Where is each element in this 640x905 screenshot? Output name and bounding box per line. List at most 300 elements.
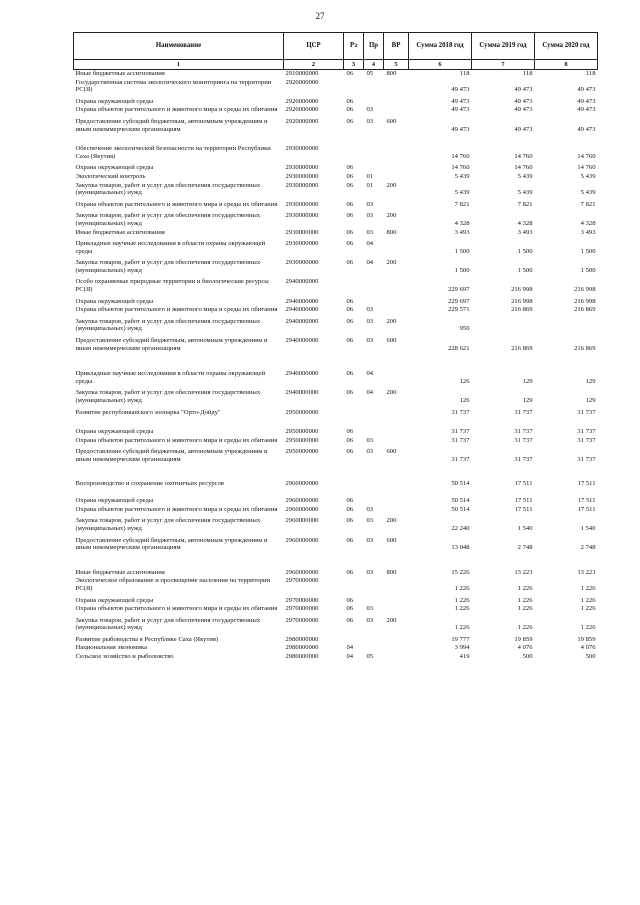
row-vr	[384, 298, 409, 306]
row-vr	[384, 644, 409, 652]
row-csr: 2940000000	[285, 370, 319, 378]
row-sum-2018: 1 500	[454, 247, 470, 255]
row-sum-2020: 1 540	[580, 524, 596, 532]
row-pr	[364, 298, 384, 306]
row-name: Закупка товаров, работ и услуг для обеспечения государственных (муниципальных) нужд	[75, 259, 261, 274]
row-sum-2020: 31 737	[577, 428, 596, 436]
row-name: Охрана объектов растительного и животного мира и среды их обитания	[75, 106, 278, 114]
column-number: 4	[364, 60, 384, 70]
row-sum-2020: 5 439	[580, 172, 596, 180]
row-vr: 600	[386, 117, 397, 125]
row-sum-2018: 50 514	[451, 479, 470, 487]
table-row	[74, 212, 598, 227]
row-csr: 2920000000	[285, 106, 319, 114]
row-csr: 2980000000	[285, 644, 319, 652]
budget-table	[73, 32, 598, 661]
row-rz: 06	[346, 436, 354, 444]
column-header-sum-2018: Сумма 2018 год	[409, 33, 472, 60]
row-vr	[384, 497, 409, 505]
table-row	[74, 389, 598, 404]
table-row	[74, 569, 598, 577]
row-csr: 2950000000	[285, 448, 319, 456]
row-sum-2020: 2 748	[580, 544, 596, 552]
row-vr	[384, 145, 409, 160]
row-sum-2018: 1 226	[454, 624, 470, 632]
row-pr: 05	[366, 70, 374, 77]
row-name: Охрана объектов растительного и животного мира и среды их обитания	[75, 306, 278, 314]
row-sum-2020: 216 869	[574, 306, 596, 314]
table-row	[74, 70, 598, 78]
row-vr: 800	[386, 568, 397, 576]
row-sum-2019: 31 737	[514, 455, 533, 463]
row-rz: 06	[346, 200, 354, 208]
row-csr: 2940000000	[285, 317, 319, 325]
table-row	[74, 79, 598, 94]
row-sum-2020: 49 473	[577, 86, 596, 94]
row-vr	[384, 597, 409, 605]
row-rz	[344, 145, 364, 160]
column-header-pr: Пр	[364, 33, 384, 60]
table-header	[74, 33, 598, 70]
row-sum-2020: 1 226	[580, 624, 596, 632]
row-csr: 2930000000	[285, 164, 319, 172]
row-pr	[364, 577, 384, 592]
row-sum-2019: 5 439	[517, 172, 533, 180]
row-rz: 06	[346, 212, 354, 220]
row-pr: 03	[366, 106, 374, 114]
row-rz: 06	[346, 568, 354, 576]
row-sum-2018: 950	[459, 325, 470, 333]
row-vr	[384, 79, 409, 94]
row-sum-2018: 1 500	[454, 266, 470, 274]
row-pr: 04	[366, 259, 374, 267]
column-number: 3	[344, 60, 364, 70]
row-rz	[344, 79, 364, 94]
row-sum-2020: 216 998	[574, 286, 596, 294]
table-row	[74, 448, 598, 463]
row-sum-2019: 129	[522, 397, 533, 404]
row-vr	[384, 370, 409, 385]
row-sum-2019: 216 998	[511, 286, 533, 294]
row-sum-2020: 1 226	[580, 605, 596, 613]
row-sum-2018: 31 737	[451, 408, 470, 416]
row-sum-2020: 13 223	[577, 568, 596, 576]
row-name: Закупка товаров, работ и услуг для обеспечения государственных (муниципальных) нужд	[75, 616, 261, 632]
row-sum-2019: 216 869	[511, 344, 533, 352]
row-pr	[364, 164, 384, 172]
row-pr	[364, 597, 384, 605]
row-sum-2019: 1 226	[517, 584, 533, 592]
row-rz: 06	[346, 505, 354, 513]
row-vr	[384, 605, 409, 613]
row-csr: 2930000000	[285, 240, 319, 248]
column-number: 2	[284, 60, 344, 70]
row-sum-2020: 17 511	[577, 505, 596, 513]
row-pr: 03	[366, 568, 374, 576]
row-name: Охрана окружающей среды	[75, 428, 154, 436]
row-vr	[384, 506, 409, 514]
row-sum-2019: 118	[522, 70, 533, 77]
row-name: Прикладные научные исследования в области охраны окружающей среды	[75, 370, 266, 385]
table-row	[74, 98, 598, 106]
row-vr	[384, 201, 409, 209]
column-header-csr: ЦСР	[284, 33, 344, 60]
row-csr: 2930000000	[285, 181, 319, 189]
row-spacer	[74, 133, 598, 145]
row-pr	[364, 278, 384, 293]
row-rz: 04	[346, 653, 354, 661]
row-csr: 2970000000	[285, 616, 319, 624]
row-rz	[344, 577, 364, 592]
row-sum-2019: 216 998	[511, 297, 533, 305]
table-row	[74, 337, 598, 352]
row-spacer	[74, 416, 598, 428]
row-sum-2020: 216 869	[574, 344, 596, 352]
row-pr: 03	[366, 616, 374, 624]
row-pr: 04	[366, 389, 374, 397]
row-name: Развитие республиканского зоопарка "Орто-Дойду"	[75, 408, 221, 416]
row-sum-2018: 1 226	[454, 584, 470, 592]
row-spacer	[74, 464, 598, 480]
row-name: Обеспечение экологической безопасности на территории Республики Саха (Якутия)	[75, 145, 271, 160]
row-pr: 01	[366, 181, 374, 189]
table-row	[74, 229, 598, 237]
row-sum-2019: 17 511	[514, 479, 533, 487]
row-rz: 06	[346, 317, 354, 325]
column-number: 6	[409, 60, 472, 70]
row-name: Сельское хозяйство и рыболовство	[75, 653, 174, 661]
row-pr: 03	[366, 117, 374, 125]
row-vr	[384, 409, 409, 417]
row-sum-2018: 22 240	[451, 524, 470, 532]
row-sum-2020: 1 500	[580, 247, 596, 255]
table-row	[74, 480, 598, 488]
row-sum-2019: 49 473	[514, 97, 533, 105]
row-vr: 200	[386, 517, 397, 525]
row-sum-2018: 50 514	[451, 497, 470, 505]
row-vr: 600	[386, 536, 397, 544]
column-number: 7	[472, 60, 535, 70]
row-csr: 2980000000	[285, 653, 319, 661]
row-vr	[384, 480, 409, 488]
table-row	[74, 298, 598, 306]
row-vr	[384, 106, 409, 114]
row-sum-2019: 49 473	[514, 106, 533, 114]
row-sum-2018: 19 777	[451, 635, 470, 643]
row-pr: 03	[366, 505, 374, 513]
row-name: Охрана окружающей среды	[75, 297, 154, 305]
row-sum-2018: 126	[459, 397, 470, 404]
row-csr: 2960000000	[285, 497, 319, 505]
row-sum-2019: 49 473	[514, 125, 533, 133]
row-sum-2020: 14 760	[577, 152, 596, 160]
row-vr	[384, 636, 409, 644]
row-vr: 200	[386, 389, 397, 397]
row-csr: 2940000000	[285, 389, 319, 397]
row-sum-2019: 3 493	[517, 228, 533, 236]
table-row	[74, 182, 598, 197]
row-rz: 06	[346, 389, 354, 397]
row-rz: 04	[346, 644, 354, 652]
row-sum-2019: 1 226	[517, 596, 533, 604]
row-sum-2018: 419	[459, 653, 470, 661]
table-row	[74, 577, 598, 592]
row-sum-2018: 49 473	[451, 106, 470, 114]
row-sum-2019: 17 511	[514, 497, 533, 505]
row-rz: 06	[346, 306, 354, 314]
row-sum-2020: 4 328	[580, 219, 596, 227]
column-number: 8	[535, 60, 598, 70]
row-vr: 200	[386, 616, 397, 624]
row-spacer	[74, 487, 598, 497]
row-vr: 800	[386, 228, 397, 236]
row-sum-2018: 14 760	[451, 152, 470, 160]
table-row	[74, 644, 598, 652]
row-csr: 2920000000	[285, 117, 319, 125]
row-sum-2019: 1 500	[517, 247, 533, 255]
table-row	[74, 409, 598, 417]
row-sum-2020: 31 737	[577, 408, 596, 416]
row-csr: 2910000000	[285, 70, 319, 77]
row-pr: 04	[366, 240, 374, 248]
row-rz: 06	[346, 596, 354, 604]
row-sum-2018: 229 697	[448, 297, 470, 305]
table-row	[74, 370, 598, 385]
row-pr: 05	[366, 653, 374, 661]
row-vr	[384, 98, 409, 106]
row-sum-2019: 4 076	[517, 644, 533, 652]
row-name: Национальная экономика	[75, 644, 147, 652]
row-sum-2020: 19 859	[577, 635, 596, 643]
row-sum-2020: 1 226	[580, 596, 596, 604]
row-sum-2019: 1 500	[517, 266, 533, 274]
row-sum-2019: 31 737	[514, 436, 533, 444]
row-name: Особо охраняемые природные территории и биологические ресурсы РС(Я)	[75, 278, 269, 294]
row-rz: 06	[346, 616, 354, 624]
row-pr	[364, 79, 384, 94]
row-pr	[364, 145, 384, 160]
row-sum-2019: 13 223	[514, 568, 533, 576]
row-name: Воспроизводство и сохранение охотничьих ресурсов	[75, 479, 225, 487]
table-row	[74, 617, 598, 632]
row-sum-2018: 5 439	[454, 172, 470, 180]
row-rz: 06	[346, 181, 354, 189]
row-pr: 03	[366, 536, 374, 544]
row-name: Прикладные научные исследования в области охраны окружающей среды	[75, 240, 266, 255]
row-sum-2019: 14 760	[514, 152, 533, 160]
table-row	[74, 145, 598, 160]
row-rz: 06	[346, 428, 354, 436]
row-spacer	[74, 552, 598, 569]
row-pr	[364, 480, 384, 488]
row-sum-2019: 216 869	[511, 306, 533, 314]
row-pr: 03	[366, 212, 374, 220]
row-rz: 06	[346, 297, 354, 305]
row-rz: 06	[346, 117, 354, 125]
row-csr: 2940000000	[285, 337, 319, 345]
row-sum-2019: 17 511	[514, 505, 533, 513]
row-csr: 2970000000	[285, 596, 319, 604]
row-vr	[384, 428, 409, 436]
row-pr: 03	[366, 200, 374, 208]
column-header-vr: ВР	[384, 33, 409, 60]
column-number: 1	[74, 60, 284, 70]
row-pr: 03	[366, 317, 374, 325]
column-header-sum-2020: Сумма 2020 год	[535, 33, 598, 60]
row-name: Охрана окружающей среды	[75, 164, 154, 172]
row-sum-2019: 5 439	[517, 189, 533, 197]
row-csr: 2960000000	[285, 479, 319, 487]
row-sum-2020: 1 500	[580, 266, 596, 274]
row-sum-2018: 14 760	[451, 164, 470, 172]
row-sum-2020	[535, 318, 598, 333]
row-rz	[344, 409, 364, 417]
row-name: Закупка товаров, работ и услуг для обеспечения государственных (муниципальных) нужд	[75, 517, 261, 532]
row-sum-2020: 31 737	[577, 436, 596, 444]
row-csr: 2930000000	[285, 200, 319, 208]
row-vr	[384, 278, 409, 293]
row-vr	[384, 306, 409, 314]
row-name: Иные бюджетные ассигнования	[75, 228, 165, 236]
row-rz: 06	[346, 536, 354, 544]
row-sum-2020: 49 473	[577, 97, 596, 105]
table-row	[74, 653, 598, 661]
row-name: Охрана окружающей среды	[75, 497, 154, 505]
column-header-sum-2019: Сумма 2019 год	[472, 33, 535, 60]
table-row	[74, 118, 598, 133]
row-sum-2018: 13 048	[451, 544, 470, 552]
row-sum-2018: 31 737	[451, 428, 470, 436]
column-header-rz: Рз	[344, 33, 364, 60]
row-name: Экологический контроль	[75, 172, 146, 180]
row-name: Иные бюджетные ассигнования	[75, 568, 165, 576]
row-sum-2018: 229 697	[448, 286, 470, 294]
row-name: Охрана объектов растительного и животного мира и среды их обитания	[75, 605, 278, 613]
row-pr	[364, 409, 384, 417]
row-pr: 03	[366, 436, 374, 444]
row-sum-2019: 49 473	[514, 86, 533, 94]
row-name: Закупка товаров, работ и услуг для обеспечения государственных (муниципальных) нужд	[75, 181, 261, 197]
row-name: Охрана объектов растительного и животного мира и среды их обитания	[75, 436, 278, 444]
row-sum-2020: 49 473	[577, 125, 596, 133]
row-sum-2018: 7 821	[454, 200, 470, 208]
row-csr: 2950000000	[285, 408, 319, 416]
row-vr: 200	[386, 317, 397, 325]
row-sum-2020: 1 226	[580, 584, 596, 592]
row-sum-2019: 1 540	[517, 524, 533, 532]
row-sum-2019: 129	[522, 377, 533, 385]
row-sum-2020: 17 511	[577, 497, 596, 505]
row-pr: 03	[366, 448, 374, 456]
table-row	[74, 506, 598, 514]
row-vr	[384, 577, 409, 592]
row-name: Иные бюджетные ассигнования	[75, 70, 165, 77]
column-number: 5	[384, 60, 409, 70]
row-rz	[344, 480, 364, 488]
table-row	[74, 164, 598, 172]
row-name: Охрана окружающей среды	[75, 596, 154, 604]
row-sum-2020: 14 760	[577, 164, 596, 172]
row-pr	[364, 98, 384, 106]
row-sum-2018: 50 514	[451, 505, 470, 513]
row-csr: 2970000000	[285, 577, 319, 585]
column-number-row	[74, 60, 598, 70]
row-sum-2019: 500	[522, 653, 533, 661]
row-rz: 06	[346, 259, 354, 267]
row-pr: 03	[366, 517, 374, 525]
table-row	[74, 437, 598, 445]
row-sum-2018: 228 621	[448, 344, 470, 352]
row-csr: 2930000000	[285, 172, 319, 180]
row-sum-2018: 1 226	[454, 605, 470, 613]
row-rz	[344, 278, 364, 293]
table-row	[74, 278, 598, 293]
table-row	[74, 201, 598, 209]
row-csr: 2940000000	[285, 297, 319, 305]
row-rz: 06	[346, 164, 354, 172]
row-sum-2019: 1 226	[517, 605, 533, 613]
row-pr: 03	[366, 605, 374, 613]
row-csr: 2940000000	[285, 306, 319, 314]
row-sum-2020: 7 821	[580, 200, 596, 208]
row-vr: 800	[386, 70, 397, 77]
row-csr: 2920000000	[285, 97, 319, 105]
row-sum-2018: 118	[459, 70, 470, 77]
row-sum-2019: 31 737	[514, 408, 533, 416]
row-name: Закупка товаров, работ и услуг для обеспечения государственных (муниципальных) нужд	[75, 317, 261, 333]
row-sum-2020: 129	[585, 397, 596, 404]
table-row	[74, 597, 598, 605]
row-spacer	[74, 352, 598, 370]
page-number: 27	[315, 11, 325, 21]
row-sum-2020: 3 493	[580, 228, 596, 236]
row-pr	[364, 636, 384, 644]
table-row	[74, 306, 598, 314]
row-csr: 2940000000	[285, 278, 319, 286]
row-csr: 2960000000	[285, 536, 319, 544]
row-vr: 600	[386, 448, 397, 456]
row-csr: 2930000000	[285, 228, 319, 236]
row-sum-2018: 4 328	[454, 219, 470, 227]
column-header-row	[74, 33, 598, 60]
row-name: Экологическое образование и просвещение населения на территории РС(Я)	[75, 577, 271, 592]
row-pr: 03	[366, 337, 374, 345]
row-sum-2018: 15 226	[451, 568, 470, 576]
row-rz: 06	[346, 97, 354, 105]
row-sum-2020: 216 998	[574, 297, 596, 305]
row-name: Предоставление субсидий бюджетным, автономным учреждениям и иным некоммерческим организациям	[75, 448, 268, 463]
table-row	[74, 605, 598, 613]
row-name: Охрана объектов растительного и животного мира и среды их обитания	[75, 200, 278, 208]
row-rz: 06	[346, 497, 354, 505]
row-name: Закупка товаров, работ и услуг для обеспечения государственных (муниципальных) нужд	[75, 212, 261, 227]
table-body	[74, 70, 598, 661]
row-sum-2020: 500	[585, 653, 596, 661]
row-sum-2019: 14 760	[514, 164, 533, 172]
row-pr: 01	[366, 172, 374, 180]
table-row	[74, 517, 598, 532]
row-sum-2018: 126	[459, 377, 470, 385]
row-pr	[364, 644, 384, 652]
row-sum-2018: 1 226	[454, 596, 470, 604]
row-sum-2018: 49 473	[451, 86, 470, 94]
row-csr: 2950000000	[285, 436, 319, 444]
row-rz	[344, 636, 364, 644]
row-csr: 2920000000	[285, 78, 319, 86]
row-name: Закупка товаров, работ и услуг для обеспечения государственных (муниципальных) нужд	[75, 389, 261, 404]
table-row	[74, 318, 598, 333]
table-row	[74, 259, 598, 274]
